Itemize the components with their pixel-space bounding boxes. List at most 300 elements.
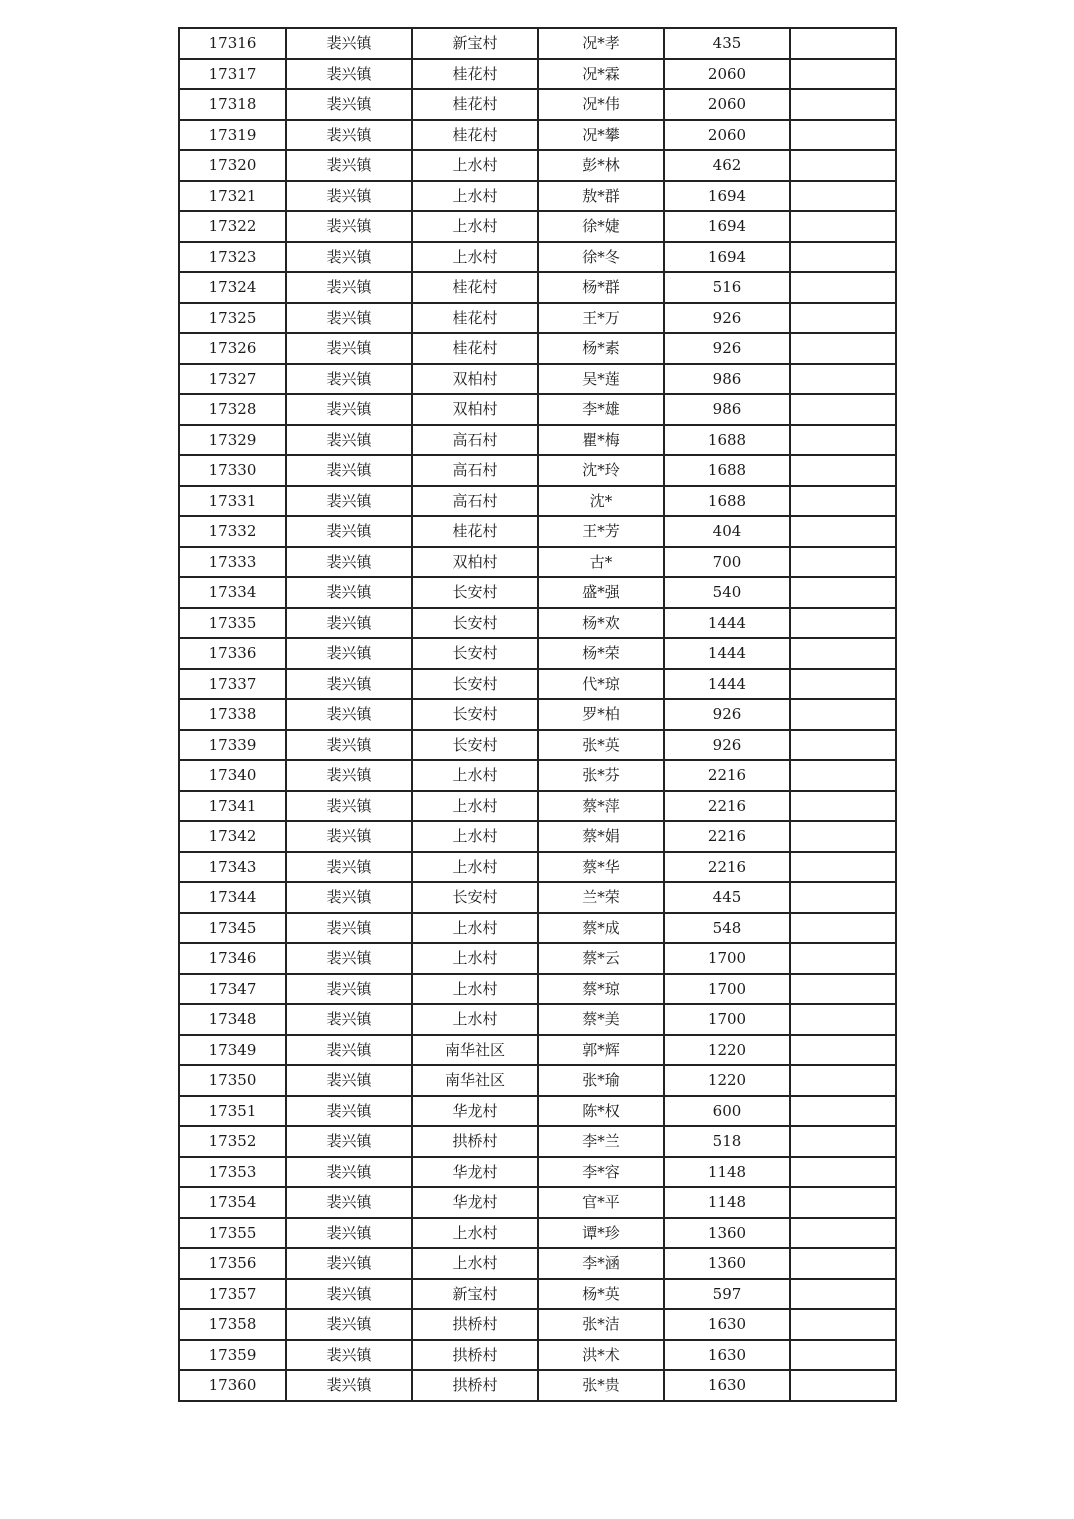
note-cell: [790, 486, 896, 517]
note-cell: [790, 120, 896, 151]
note-cell: [790, 821, 896, 852]
village-cell: 桂花村: [412, 303, 538, 334]
row-number-cell: 17348: [179, 1004, 286, 1035]
row-number-cell: 17336: [179, 638, 286, 669]
table-row: [179, 150, 896, 181]
name-cell: 兰*荣: [538, 882, 664, 913]
village-cell: 双柏村: [412, 394, 538, 425]
note-cell: [790, 1309, 896, 1340]
row-number-cell: 17360: [179, 1370, 286, 1401]
row-number-cell: 17322: [179, 211, 286, 242]
village-cell: 桂花村: [412, 272, 538, 303]
amount-cell: 1220: [664, 1065, 790, 1096]
table-row: [179, 608, 896, 639]
amount-cell: 2060: [664, 120, 790, 151]
name-cell: 瞿*梅: [538, 425, 664, 456]
name-cell: 沈*玲: [538, 455, 664, 486]
table-row: [179, 242, 896, 273]
table-row: [179, 760, 896, 791]
row-number-cell: 17334: [179, 577, 286, 608]
table-row: [179, 547, 896, 578]
amount-cell: 1360: [664, 1218, 790, 1249]
name-cell: 吴*莲: [538, 364, 664, 395]
name-cell: 蔡*琼: [538, 974, 664, 1005]
row-number-cell: 17335: [179, 608, 286, 639]
name-cell: 王*芳: [538, 516, 664, 547]
row-number-cell: 17330: [179, 455, 286, 486]
village-cell: 华龙村: [412, 1187, 538, 1218]
name-cell: 谭*珍: [538, 1218, 664, 1249]
note-cell: [790, 1035, 896, 1066]
table-row: [179, 455, 896, 486]
village-cell: 长安村: [412, 730, 538, 761]
row-number-cell: 17356: [179, 1248, 286, 1279]
town-cell: 裴兴镇: [286, 150, 412, 181]
town-cell: 裴兴镇: [286, 638, 412, 669]
row-number-cell: 17323: [179, 242, 286, 273]
name-cell: 敖*群: [538, 181, 664, 212]
amount-cell: 700: [664, 547, 790, 578]
table-row: [179, 1248, 896, 1279]
table-row: [179, 1065, 896, 1096]
table-row: [179, 1157, 896, 1188]
amount-cell: 597: [664, 1279, 790, 1310]
row-number-cell: 17337: [179, 669, 286, 700]
amount-cell: 926: [664, 730, 790, 761]
row-number-cell: 17344: [179, 882, 286, 913]
table-row: [179, 638, 896, 669]
name-cell: 杨*素: [538, 333, 664, 364]
town-cell: 裴兴镇: [286, 181, 412, 212]
name-cell: 张*贵: [538, 1370, 664, 1401]
village-cell: 上水村: [412, 150, 538, 181]
row-number-cell: 17342: [179, 821, 286, 852]
row-number-cell: 17319: [179, 120, 286, 151]
town-cell: 裴兴镇: [286, 1096, 412, 1127]
row-number-cell: 17333: [179, 547, 286, 578]
note-cell: [790, 730, 896, 761]
name-cell: 官*平: [538, 1187, 664, 1218]
row-number-cell: 17345: [179, 913, 286, 944]
amount-cell: 2060: [664, 59, 790, 90]
amount-cell: 926: [664, 333, 790, 364]
village-cell: 高石村: [412, 455, 538, 486]
town-cell: 裴兴镇: [286, 59, 412, 90]
row-number-cell: 17338: [179, 699, 286, 730]
table-row: [179, 516, 896, 547]
amount-cell: 2216: [664, 821, 790, 852]
row-number-cell: 17350: [179, 1065, 286, 1096]
village-cell: 高石村: [412, 486, 538, 517]
amount-cell: 1630: [664, 1309, 790, 1340]
village-cell: 拱桥村: [412, 1309, 538, 1340]
table-row: [179, 943, 896, 974]
name-cell: 况*伟: [538, 89, 664, 120]
amount-cell: 1444: [664, 608, 790, 639]
note-cell: [790, 1187, 896, 1218]
village-cell: 桂花村: [412, 516, 538, 547]
amount-cell: 516: [664, 272, 790, 303]
village-cell: 桂花村: [412, 59, 538, 90]
table-row: [179, 303, 896, 334]
village-cell: 桂花村: [412, 120, 538, 151]
village-cell: 上水村: [412, 211, 538, 242]
amount-cell: 445: [664, 882, 790, 913]
note-cell: [790, 1126, 896, 1157]
amount-cell: 1148: [664, 1157, 790, 1188]
note-cell: [790, 791, 896, 822]
row-number-cell: 17351: [179, 1096, 286, 1127]
note-cell: [790, 181, 896, 212]
name-cell: 郭*辉: [538, 1035, 664, 1066]
amount-cell: 548: [664, 913, 790, 944]
amount-cell: 2216: [664, 791, 790, 822]
table-row: [179, 89, 896, 120]
town-cell: 裴兴镇: [286, 1187, 412, 1218]
village-cell: 拱桥村: [412, 1340, 538, 1371]
amount-cell: 1688: [664, 486, 790, 517]
village-cell: 华龙村: [412, 1157, 538, 1188]
table-row: [179, 699, 896, 730]
amount-cell: 1444: [664, 669, 790, 700]
town-cell: 裴兴镇: [286, 425, 412, 456]
note-cell: [790, 1096, 896, 1127]
town-cell: 裴兴镇: [286, 1309, 412, 1340]
amount-cell: 2060: [664, 89, 790, 120]
row-number-cell: 17353: [179, 1157, 286, 1188]
amount-cell: 1444: [664, 638, 790, 669]
note-cell: [790, 59, 896, 90]
name-cell: 杨*欢: [538, 608, 664, 639]
town-cell: 裴兴镇: [286, 28, 412, 59]
village-cell: 上水村: [412, 181, 538, 212]
town-cell: 裴兴镇: [286, 242, 412, 273]
row-number-cell: 17326: [179, 333, 286, 364]
village-cell: 南华社区: [412, 1035, 538, 1066]
note-cell: [790, 1065, 896, 1096]
note-cell: [790, 882, 896, 913]
note-cell: [790, 760, 896, 791]
note-cell: [790, 211, 896, 242]
amount-cell: 1694: [664, 181, 790, 212]
name-cell: 蔡*娟: [538, 821, 664, 852]
village-cell: 长安村: [412, 638, 538, 669]
note-cell: [790, 28, 896, 59]
table-row: [179, 791, 896, 822]
town-cell: 裴兴镇: [286, 882, 412, 913]
note-cell: [790, 577, 896, 608]
town-cell: 裴兴镇: [286, 1248, 412, 1279]
town-cell: 裴兴镇: [286, 547, 412, 578]
town-cell: 裴兴镇: [286, 394, 412, 425]
note-cell: [790, 150, 896, 181]
name-cell: 况*霖: [538, 59, 664, 90]
amount-cell: 926: [664, 303, 790, 334]
table-row: [179, 1309, 896, 1340]
name-cell: 蔡*萍: [538, 791, 664, 822]
name-cell: 况*孝: [538, 28, 664, 59]
row-number-cell: 17339: [179, 730, 286, 761]
amount-cell: 1630: [664, 1370, 790, 1401]
row-number-cell: 17354: [179, 1187, 286, 1218]
name-cell: 杨*荣: [538, 638, 664, 669]
village-cell: 上水村: [412, 943, 538, 974]
row-number-cell: 17341: [179, 791, 286, 822]
town-cell: 裴兴镇: [286, 1035, 412, 1066]
town-cell: 裴兴镇: [286, 516, 412, 547]
amount-cell: 1220: [664, 1035, 790, 1066]
table-row: [179, 394, 896, 425]
village-cell: 长安村: [412, 669, 538, 700]
name-cell: 张*瑜: [538, 1065, 664, 1096]
town-cell: 裴兴镇: [286, 1279, 412, 1310]
town-cell: 裴兴镇: [286, 699, 412, 730]
village-cell: 桂花村: [412, 89, 538, 120]
name-cell: 沈*: [538, 486, 664, 517]
village-cell: 长安村: [412, 882, 538, 913]
name-cell: 杨*群: [538, 272, 664, 303]
table-row: [179, 1370, 896, 1401]
note-cell: [790, 242, 896, 273]
table-row: [179, 272, 896, 303]
note-cell: [790, 1157, 896, 1188]
table-row: [179, 28, 896, 59]
name-cell: 况*攀: [538, 120, 664, 151]
town-cell: 裴兴镇: [286, 608, 412, 639]
amount-cell: 1630: [664, 1340, 790, 1371]
amount-cell: 540: [664, 577, 790, 608]
village-cell: 上水村: [412, 974, 538, 1005]
village-cell: 上水村: [412, 791, 538, 822]
amount-cell: 2216: [664, 852, 790, 883]
table-row: [179, 882, 896, 913]
table-row: [179, 120, 896, 151]
table-row: [179, 852, 896, 883]
row-number-cell: 17317: [179, 59, 286, 90]
note-cell: [790, 669, 896, 700]
note-cell: [790, 1340, 896, 1371]
amount-cell: 1700: [664, 974, 790, 1005]
amount-cell: 435: [664, 28, 790, 59]
roster-table-body: [179, 28, 896, 1401]
table-row: [179, 486, 896, 517]
table-row: [179, 1218, 896, 1249]
village-cell: 上水村: [412, 821, 538, 852]
note-cell: [790, 974, 896, 1005]
town-cell: 裴兴镇: [286, 272, 412, 303]
note-cell: [790, 638, 896, 669]
name-cell: 盛*强: [538, 577, 664, 608]
note-cell: [790, 1248, 896, 1279]
row-number-cell: 17328: [179, 394, 286, 425]
name-cell: 张*英: [538, 730, 664, 761]
row-number-cell: 17343: [179, 852, 286, 883]
note-cell: [790, 1004, 896, 1035]
note-cell: [790, 547, 896, 578]
village-cell: 长安村: [412, 699, 538, 730]
town-cell: 裴兴镇: [286, 1126, 412, 1157]
note-cell: [790, 516, 896, 547]
village-cell: 上水村: [412, 1248, 538, 1279]
name-cell: 陈*权: [538, 1096, 664, 1127]
row-number-cell: 17318: [179, 89, 286, 120]
village-cell: 上水村: [412, 913, 538, 944]
village-cell: 桂花村: [412, 333, 538, 364]
table-row: [179, 59, 896, 90]
amount-cell: 1360: [664, 1248, 790, 1279]
note-cell: [790, 913, 896, 944]
village-cell: 双柏村: [412, 547, 538, 578]
village-cell: 上水村: [412, 1004, 538, 1035]
town-cell: 裴兴镇: [286, 913, 412, 944]
table-row: [179, 1035, 896, 1066]
note-cell: [790, 303, 896, 334]
table-row: [179, 1004, 896, 1035]
row-number-cell: 17316: [179, 28, 286, 59]
town-cell: 裴兴镇: [286, 364, 412, 395]
town-cell: 裴兴镇: [286, 1004, 412, 1035]
note-cell: [790, 364, 896, 395]
village-cell: 高石村: [412, 425, 538, 456]
row-number-cell: 17325: [179, 303, 286, 334]
village-cell: 新宝村: [412, 1279, 538, 1310]
row-number-cell: 17349: [179, 1035, 286, 1066]
note-cell: [790, 1370, 896, 1401]
town-cell: 裴兴镇: [286, 1340, 412, 1371]
name-cell: 张*芬: [538, 760, 664, 791]
village-cell: 上水村: [412, 242, 538, 273]
row-number-cell: 17357: [179, 1279, 286, 1310]
town-cell: 裴兴镇: [286, 455, 412, 486]
town-cell: 裴兴镇: [286, 1370, 412, 1401]
village-cell: 双柏村: [412, 364, 538, 395]
village-cell: 上水村: [412, 852, 538, 883]
row-number-cell: 17331: [179, 486, 286, 517]
name-cell: 代*琼: [538, 669, 664, 700]
note-cell: [790, 425, 896, 456]
row-number-cell: 17352: [179, 1126, 286, 1157]
table-row: [179, 425, 896, 456]
note-cell: [790, 699, 896, 730]
name-cell: 李*容: [538, 1157, 664, 1188]
village-cell: 新宝村: [412, 28, 538, 59]
table-row: [179, 577, 896, 608]
row-number-cell: 17355: [179, 1218, 286, 1249]
note-cell: [790, 943, 896, 974]
row-number-cell: 17321: [179, 181, 286, 212]
town-cell: 裴兴镇: [286, 760, 412, 791]
town-cell: 裴兴镇: [286, 1065, 412, 1096]
table-row: [179, 669, 896, 700]
amount-cell: 1694: [664, 242, 790, 273]
name-cell: 张*洁: [538, 1309, 664, 1340]
amount-cell: 1694: [664, 211, 790, 242]
amount-cell: 1148: [664, 1187, 790, 1218]
name-cell: 徐*冬: [538, 242, 664, 273]
name-cell: 徐*婕: [538, 211, 664, 242]
town-cell: 裴兴镇: [286, 791, 412, 822]
town-cell: 裴兴镇: [286, 943, 412, 974]
amount-cell: 404: [664, 516, 790, 547]
amount-cell: 1688: [664, 425, 790, 456]
village-cell: 长安村: [412, 608, 538, 639]
table-row: [179, 1096, 896, 1127]
row-number-cell: 17332: [179, 516, 286, 547]
village-cell: 上水村: [412, 1218, 538, 1249]
name-cell: 蔡*成: [538, 913, 664, 944]
note-cell: [790, 852, 896, 883]
table-row: [179, 333, 896, 364]
note-cell: [790, 1279, 896, 1310]
village-cell: 南华社区: [412, 1065, 538, 1096]
name-cell: 杨*英: [538, 1279, 664, 1310]
row-number-cell: 17327: [179, 364, 286, 395]
name-cell: 罗*柏: [538, 699, 664, 730]
table-row: [179, 974, 896, 1005]
town-cell: 裴兴镇: [286, 333, 412, 364]
amount-cell: 518: [664, 1126, 790, 1157]
town-cell: 裴兴镇: [286, 89, 412, 120]
name-cell: 李*雄: [538, 394, 664, 425]
note-cell: [790, 89, 896, 120]
town-cell: 裴兴镇: [286, 211, 412, 242]
table-row: [179, 1340, 896, 1371]
amount-cell: 2216: [664, 760, 790, 791]
amount-cell: 1700: [664, 1004, 790, 1035]
row-number-cell: 17359: [179, 1340, 286, 1371]
amount-cell: 1688: [664, 455, 790, 486]
amount-cell: 986: [664, 394, 790, 425]
name-cell: 蔡*华: [538, 852, 664, 883]
note-cell: [790, 455, 896, 486]
row-number-cell: 17320: [179, 150, 286, 181]
note-cell: [790, 333, 896, 364]
amount-cell: 462: [664, 150, 790, 181]
row-number-cell: 17358: [179, 1309, 286, 1340]
town-cell: 裴兴镇: [286, 303, 412, 334]
village-cell: 华龙村: [412, 1096, 538, 1127]
note-cell: [790, 394, 896, 425]
table-row: [179, 1187, 896, 1218]
name-cell: 蔡*云: [538, 943, 664, 974]
name-cell: 古*: [538, 547, 664, 578]
town-cell: 裴兴镇: [286, 1157, 412, 1188]
village-cell: 拱桥村: [412, 1370, 538, 1401]
note-cell: [790, 1218, 896, 1249]
village-cell: 拱桥村: [412, 1126, 538, 1157]
table-row: [179, 1126, 896, 1157]
name-cell: 王*万: [538, 303, 664, 334]
table-row: [179, 821, 896, 852]
note-cell: [790, 608, 896, 639]
table-row: [179, 913, 896, 944]
village-cell: 长安村: [412, 577, 538, 608]
town-cell: 裴兴镇: [286, 577, 412, 608]
name-cell: 李*涵: [538, 1248, 664, 1279]
town-cell: 裴兴镇: [286, 486, 412, 517]
town-cell: 裴兴镇: [286, 821, 412, 852]
row-number-cell: 17347: [179, 974, 286, 1005]
town-cell: 裴兴镇: [286, 730, 412, 761]
town-cell: 裴兴镇: [286, 852, 412, 883]
row-number-cell: 17329: [179, 425, 286, 456]
name-cell: 蔡*美: [538, 1004, 664, 1035]
amount-cell: 600: [664, 1096, 790, 1127]
name-cell: 彭*林: [538, 150, 664, 181]
row-number-cell: 17324: [179, 272, 286, 303]
row-number-cell: 17346: [179, 943, 286, 974]
town-cell: 裴兴镇: [286, 120, 412, 151]
